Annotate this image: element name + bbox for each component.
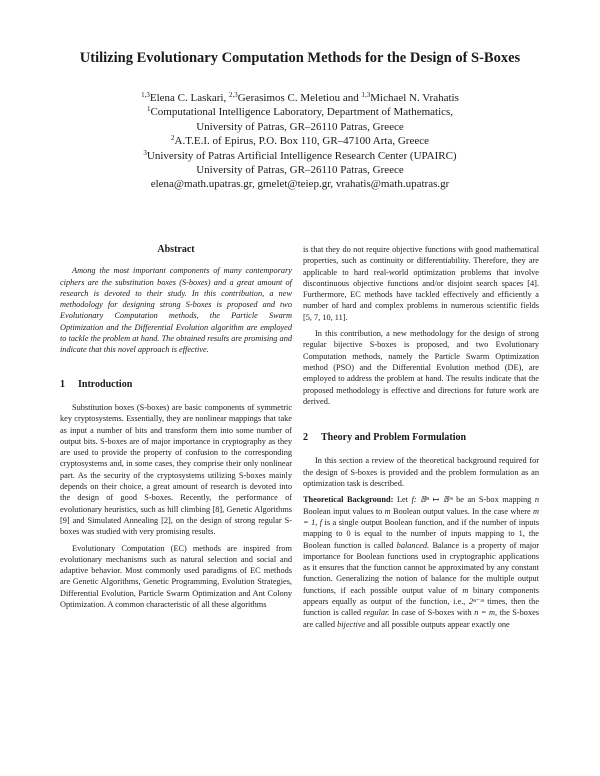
paragraph: Evolutionary Computation (EC) methods are inspired from evolutionary mechanisms such as natural selection and social and adaptive behavior. Most commonly used paradigms of EC methods are Genetic Algorithms, Genetic Programming, Evolution Strategies, Differential Evolution, Particle Swarm Optimization and Ant Colony Optimization. A common characteristic of all these algorithms: [60, 543, 292, 610]
affiliation-3b: University of Patras, GR–26110 Patras, Greece: [196, 164, 404, 177]
section-heading-theory: [303, 432, 539, 443]
paragraph: In this contribution, a new methodology for the design of strong regular bijective S-boxes is proposed, and two Evolutionary Computation methods, namely the Particle Swarm Optimization method (PSO) and the Differential Evolution method (DE), are employed to address the problem at hand. The results indicate that the proposed methodology is effective and directions for future work are derived.: [303, 329, 539, 406]
affiliation-1b: University of Patras, GR–26110 Patras, Greece: [196, 120, 404, 133]
abstract-heading: Abstract: [157, 244, 195, 255]
author-line: [0, 91, 600, 105]
author-name: Gerasimos C. Meletiou and: [237, 92, 362, 104]
section-heading-introduction: [60, 379, 292, 390]
author-name: Michael N. Vrahatis: [370, 92, 459, 104]
affiliation-3: $^3$University of Patras Artificial Intelligence Research Center (UPAIRC): [143, 148, 457, 162]
author-block: [0, 91, 600, 192]
author-emails: elena@math.upatras.gr, gmelet@teiep.gr, vrahatis@math.upatras.gr: [150, 178, 450, 191]
paragraph-label: Theoretical Background:: [303, 495, 394, 505]
abstract-text: Among the most important components of many contemporary ciphers are the substitution boxes (S-boxes) and a great amount of research is devoted to their study. In this contribution, a new methodology for designing strong S-boxes is proposed and two Evolutionary Computation methods, the Particle Swarm Optimization and the Differential Evolution algorithm are employed to tackle the problem at hand. The obtained results are promising and indicate that this novel approach is effective.: [60, 266, 292, 355]
section-title: Introduction: [78, 378, 133, 390]
affiliation-1: $^1$Computational Intelligence Laboratory, Department of Mathematics,: [146, 105, 454, 119]
author-sup: 2,3: [229, 91, 238, 99]
paragraph: is that they do not require objective functions with good mathematical properties, such as continuity or differentiability. Therefore, they are applicable to hard real-world optimization problems that involve discontinuous objective functions and/or disjoint search spaces [4]. Furthermore, EC methods have tackled effectively and efficiently a number of hard and complex problems in numerous scientific fields [5, 7, 10, 11].: [303, 245, 539, 322]
section-number: 1: [60, 378, 65, 390]
paper-title: Utilizing Evolutionary Computation Methods for the Design of S-Boxes: [79, 50, 521, 66]
left-column: [60, 244, 292, 615]
author-sup: 1,3: [141, 91, 150, 99]
section-number: 2: [303, 432, 308, 444]
author-name: Elena C. Laskari,: [149, 92, 229, 104]
author-sup: 1,3: [361, 91, 371, 99]
paragraph: In this section a review of the theoretical background required for the design of S-boxes is provided and the problem formulation as an optimization task is described.: [303, 456, 539, 489]
affiliation-2: $^2$A.T.E.I. of Epirus, P.O. Box 110, GR–47100 Arta, Greece: [171, 134, 429, 148]
right-column: [303, 244, 539, 635]
paragraph: Substitution boxes (S-boxes) are basic components of symmetric key cryptosystems. Essentially, they are nonlinear mappings that take as input a number of bits and transform them into some number of output bits. S-boxes are of major importance in cryptography as they are used to provide the property of confusion to the corresponding cryptosystems and, in some cases, they comprise their only nonlinear part. As the security of the cryptosystems utilizing S-boxes mainly depends on their choice, a great amount of research is devoted into the design of good S-boxes. Recently, the performance of evolutionary heuristics, such as hill climbing [8], Genetic Algorithms [9] and Simulated Annealing [2], on the design of strong regular S-boxes was studied with very promising results.: [60, 402, 292, 537]
theoretical-background-paragraph: Theoretical Background: Let f: 𝔹ⁿ ↦ 𝔹ᵐ be an S-box mapping n Boolean input values to m Boolean output values. In the case where m = 1, f is a single output Boolean function, and if the number of inputs mapping to 0 is equal to the number of inputs mapping to 1, the Boolean function is called balanced. Balance is a property of major importance for Boolean functions used in cryptographic applications as it ensures that the function cannot be approximated by any constant function. Generalizing the notion of balance for the multiple output functions, if each possible output value of m binary components appears equally as output of the function, i.e., 2ⁿ⁻ᵐ times, then the function is called regular. In case of S-boxes with n = m, the S-boxes are called bijective and all possible outputs appear exactly one: [303, 495, 540, 629]
section-title: Theory and Problem Formulation: [321, 432, 467, 444]
